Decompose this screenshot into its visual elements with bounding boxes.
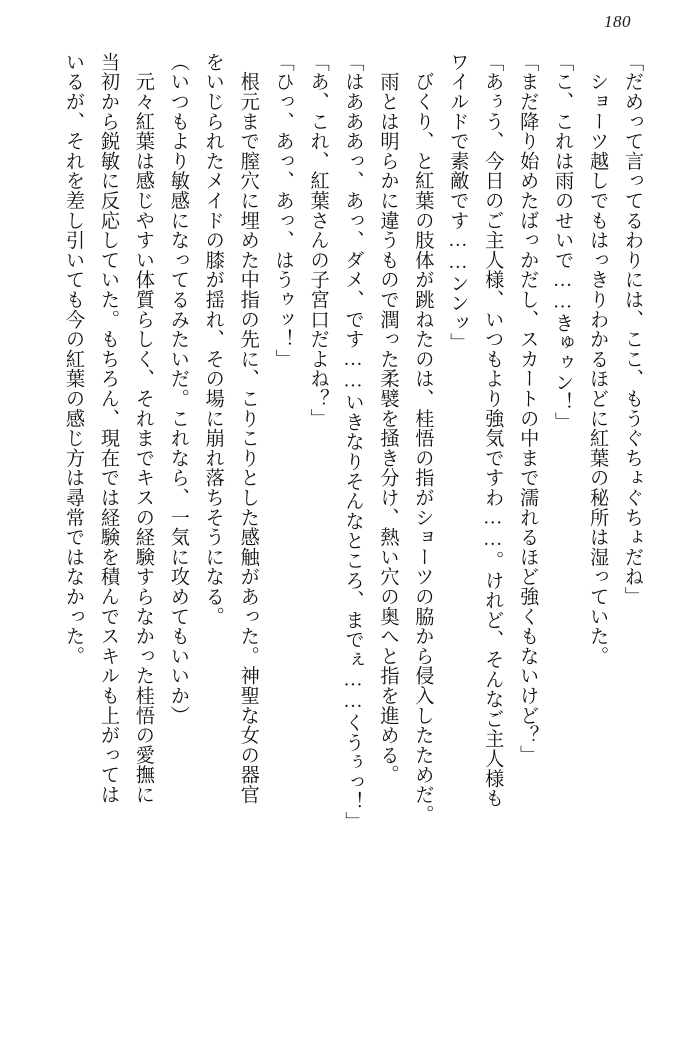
page-number: 180 [604, 12, 631, 31]
body-paragraph: 当初から鋭敏に反応していた。もちろん、現在では経験を積んでスキルも上がっては [97, 52, 119, 805]
body-paragraph: 「あぅう、今日のご主人様、いつもより強気ですわ……。けれど、そんなご主人様も [482, 52, 504, 808]
body-paragraph: ワイルドで素敵です……ンンッ」 [447, 52, 469, 353]
page-body-text [40, 52, 649, 1002]
body-paragraph: 「ひっ、あっ、あっ、はうゥッ！」 [272, 52, 294, 369]
body-paragraph: 「まだ降り始めたばっかだし、スカートの中まで濡れるほど強くもないけど？」 [517, 52, 539, 765]
body-paragraph: ショーツ越しでもはっきりわかるほどに紅葉の秘所は湿っていた。 [587, 52, 609, 666]
body-paragraph: びくり、と紅葉の肢体が跳ねたのは、桂悟の指がショーツの脇から侵入したためだ。 [412, 52, 434, 825]
body-paragraph: 「だめって言ってるわりには、ここ、もうぐちょぐちょだね」 [622, 52, 643, 607]
body-paragraph: 元々紅葉は感じやすい体質らしく、それまでキスの経験すらなかった桂悟の愛撫に [132, 52, 154, 805]
body-paragraph: をいじられたメイドの膝が揺れ、その場に崩れ落ちそうになる。 [202, 52, 224, 627]
body-paragraph: 雨とは明らかに違うもので潤った柔襞を掻き分け、熱い穴の奥へと指を進める。 [377, 52, 399, 785]
body-paragraph: いるが、それを差し引いても今の紅葉の感じ方は尋常ではなかった。 [63, 52, 84, 666]
body-paragraph: 「はあああっ、あっ、ダメ、です……いきなりそんなところ、までぇ……くうぅっ！」 [342, 52, 364, 832]
body-paragraph: （いつもより敏感になってるみたいだ。これなら、一気に攻めてもいいか） [167, 52, 189, 726]
body-paragraph: 「あ、これ、紅葉さんの子宮口だよね？」 [307, 52, 329, 429]
body-paragraph: 「こ、これは雨のせいで……きゅゥン！」 [552, 52, 574, 432]
body-paragraph: 根元まで膣穴に埋めた中指の先に、こりこりとした感触があった。神聖な女の器官 [237, 52, 259, 805]
